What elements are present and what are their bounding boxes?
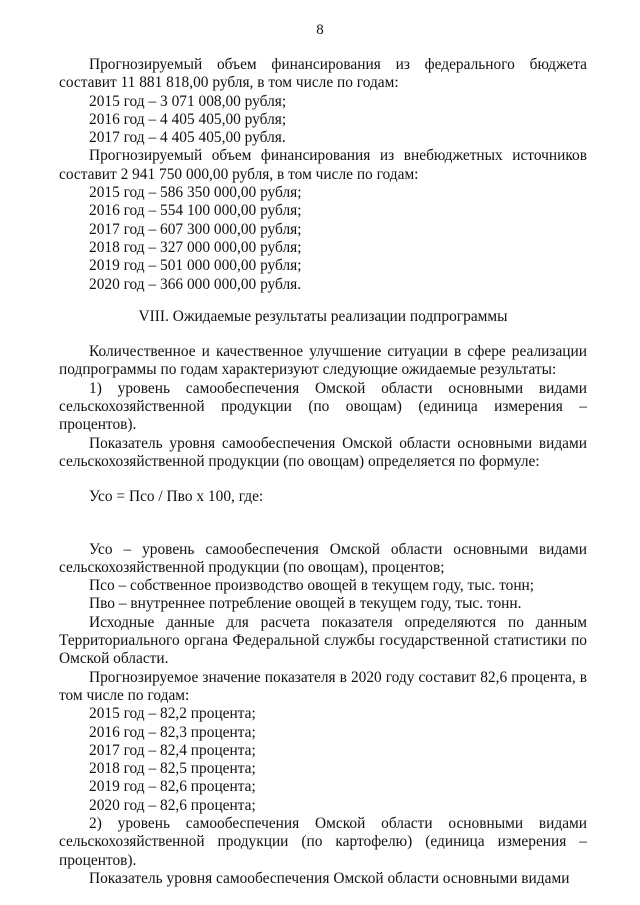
formula: Усо = Пco / Пво х 100, где: — [89, 488, 264, 506]
result-item-1: 1) уровень самообеспечения Омской области основными видами сельскохозяйственной продукции (по овощам) (единица измерения – процентов). — [59, 379, 587, 434]
forecast-year-item: 2018 год – 82,5 процента; — [89, 760, 256, 778]
forecast-intro-paragraph: Прогнозируемое значение показателя в 2020 году составит 82,6 процента, в том числе по годам: — [59, 668, 587, 704]
extrabudget-year-item: 2019 год – 501 000 000,00 рубля; — [89, 257, 302, 275]
extrabudget-year-item: 2015 год – 586 350 000,00 рубля; — [89, 184, 302, 202]
result-item-2: 2) уровень самообеспечения Омской области основными видами сельскохозяйственной продукции (по картофелю) (единица измерения – процентов). — [59, 814, 587, 869]
extrabudget-year-item: 2016 год – 554 100 000,00 рубля; — [89, 202, 302, 220]
definition-pso: Псо – собственное производство овощей в текущем году, тыс. тонн; — [89, 577, 535, 595]
extrabudget-funding-paragraph: Прогнозируемый объем финансирования из внебюджетных источников составит 2 941 750 000,00 рубля, в том числе по годам: — [59, 147, 587, 183]
extrabudget-year-item: 2017 год – 607 300 000,00 рубля; — [89, 220, 302, 238]
section-heading: VIII. Ожидаемые результаты реализации подпрограммы — [138, 307, 508, 325]
forecast-year-item: 2015 год – 82,2 процента; — [89, 705, 256, 723]
forecast-year-item: 2016 год – 82,3 процента; — [89, 723, 256, 741]
indicator-2-description: Показатель уровня самообеспечения Омской области основными видами — [89, 869, 570, 887]
federal-year-item: 2016 год – 4 405 405,00 рубля; — [89, 110, 287, 128]
document-body — [59, 56, 587, 888]
federal-funding-paragraph: Прогнозируемый объем финансирования из федерального бюджета составит 11 881 818,00 рубля, в том числе по годам: — [59, 56, 587, 92]
forecast-year-item: 2017 год – 82,4 процента; — [89, 741, 256, 759]
federal-year-item: 2015 год – 3 071 008,00 рубля; — [89, 92, 287, 110]
indicator-1-description: Показатель уровня самообеспечения Омской области основными видами сельскохозяйственной продукции (по овощам) определяется по формуле: — [59, 434, 587, 470]
extrabudget-year-item: 2020 год – 366 000 000,00 рубля. — [89, 275, 302, 293]
results-intro-paragraph: Количественное и качественное улучшение ситуации в сфере реализации подпрограммы по годам характеризуют следующие ожидаемые результаты: — [59, 343, 587, 379]
definition-pvo: Пво – внутреннее потребление овощей в текущем году, тыс. тонн. — [89, 595, 522, 613]
definition-uso: Усо – уровень самообеспечения Омской области основными видами сельскохозяйственной продукции (по овощам), процентов; — [59, 540, 587, 576]
forecast-year-item: 2019 год – 82,6 процента; — [89, 778, 256, 796]
page-number: 8 — [316, 22, 324, 38]
forecast-year-item: 2020 год – 82,6 процента; — [89, 796, 256, 814]
source-data-paragraph: Исходные данные для расчета показателя определяются по данным Территориального органа Федеральной службы государственной статистики по Омской области. — [59, 613, 587, 668]
extrabudget-year-item: 2018 год – 327 000 000,00 рубля; — [89, 238, 302, 256]
federal-year-item: 2017 год – 4 405 405,00 рубля. — [89, 129, 286, 147]
